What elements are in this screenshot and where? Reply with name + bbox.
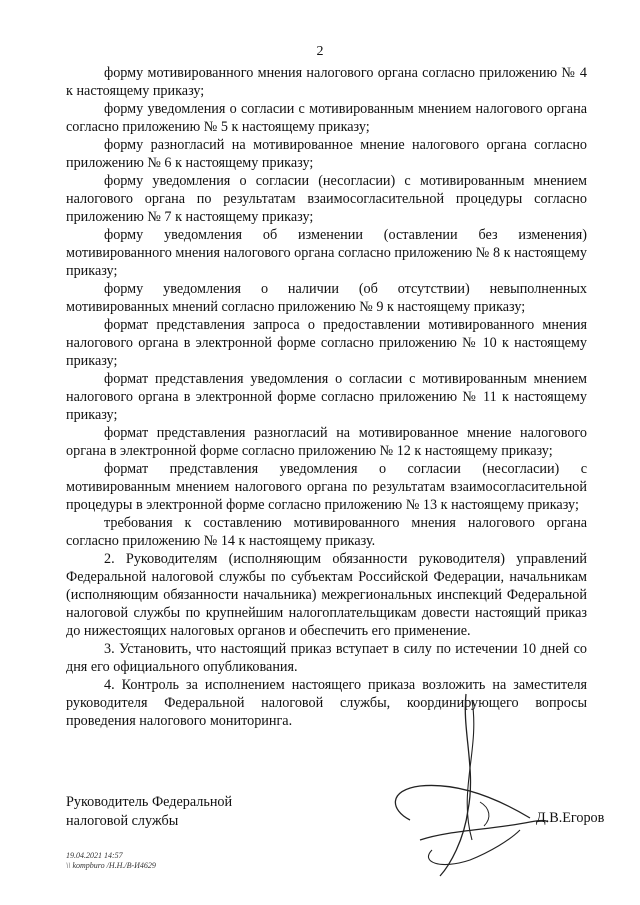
paragraph-appendix-9: форму уведомления о наличии (об отсутствии) невыполненных мотивированных мнений согласно приложению № 9 к настоящему приказу; — [66, 281, 587, 315]
footer-note — [66, 851, 156, 871]
paragraph-item-3: 3. Установить, что настоящий приказ вступает в силу по истечении 10 дней со дня его официального опубликования. — [66, 641, 587, 675]
paragraph-appendix-7: форму уведомления о согласии (несогласии) с мотивированным мнением налогового органа по результатам взаимосогласительной процедуры согласно приложению № 7 к настоящему приказу; — [66, 173, 587, 225]
order-body-text — [66, 64, 587, 730]
signatory-title-line-2: налоговой службы — [66, 813, 179, 829]
paragraph-appendix-10: формат представления запроса о предоставлении мотивированного мнения налогового органа в электронной форме согласно приложению № 10 к настоящему приказу; — [66, 317, 587, 369]
footer-timestamp: 19.04.2021 14:57 — [66, 851, 123, 860]
paragraph-appendix-12: формат представления разногласий на мотивированное мнение налогового органа в электронной форме согласно приложению № 12 к настоящему приказу; — [66, 425, 587, 459]
signatory-name: Д.В.Егоров — [536, 810, 605, 826]
handwritten-signature — [380, 690, 550, 880]
page-number: 2 — [316, 44, 324, 59]
paragraph-appendix-13: формат представления уведомления о согласии (несогласии) с мотивированным мнением налогового органа по результатам взаимосогласительной процедуры в электронной форме согласно приложению № 13 к настоящему приказу; — [66, 461, 587, 513]
paragraph-appendix-4: форму мотивированного мнения налогового органа согласно приложению № 4 к настоящему приказу; — [66, 65, 587, 99]
paragraph-item-4: 4. Контроль за исполнением настоящего приказа возложить на заместителя руководителя Федеральной налоговой службы, координирующего вопросы проведения налогового мониторинга. — [66, 677, 587, 729]
paragraph-appendix-11: формат представления уведомления о согласии с мотивированным мнением налогового органа в электронной форме согласно приложению № 11 к настоящему приказу; — [66, 371, 587, 423]
footer-file-ref: \\ kompburo /Н.Н./В-И4629 — [66, 861, 156, 870]
paragraph-appendix-8: форму уведомления об изменении (оставлении без изменения) мотивированного мнения налогового органа согласно приложению № 8 к настоящему приказу; — [66, 227, 587, 279]
signatory-title-line-1: Руководитель Федеральной — [66, 794, 233, 810]
paragraph-appendix-14: требования к составлению мотивированного мнения налогового органа согласно приложению № 14 к настоящему приказу. — [66, 515, 587, 549]
paragraph-appendix-5: форму уведомления о согласии с мотивированным мнением налогового органа согласно приложению № 5 к настоящему приказу; — [66, 101, 587, 135]
signatory-title — [66, 793, 232, 831]
paragraph-appendix-6: форму разногласий на мотивированное мнение налогового органа согласно приложению № 6 к настоящему приказу; — [66, 137, 587, 171]
paragraph-item-2: 2. Руководителям (исполняющим обязанности руководителя) управлений Федеральной налоговой службы по субъектам Российской Федерации, начальникам (исполняющим обязанности начальника) межрегиональных инспекций Федеральной налоговой службы по крупнейшим налогоплательщикам довести настоящий приказ до нижестоящих налоговых органов и обеспечить его применение. — [66, 551, 587, 639]
